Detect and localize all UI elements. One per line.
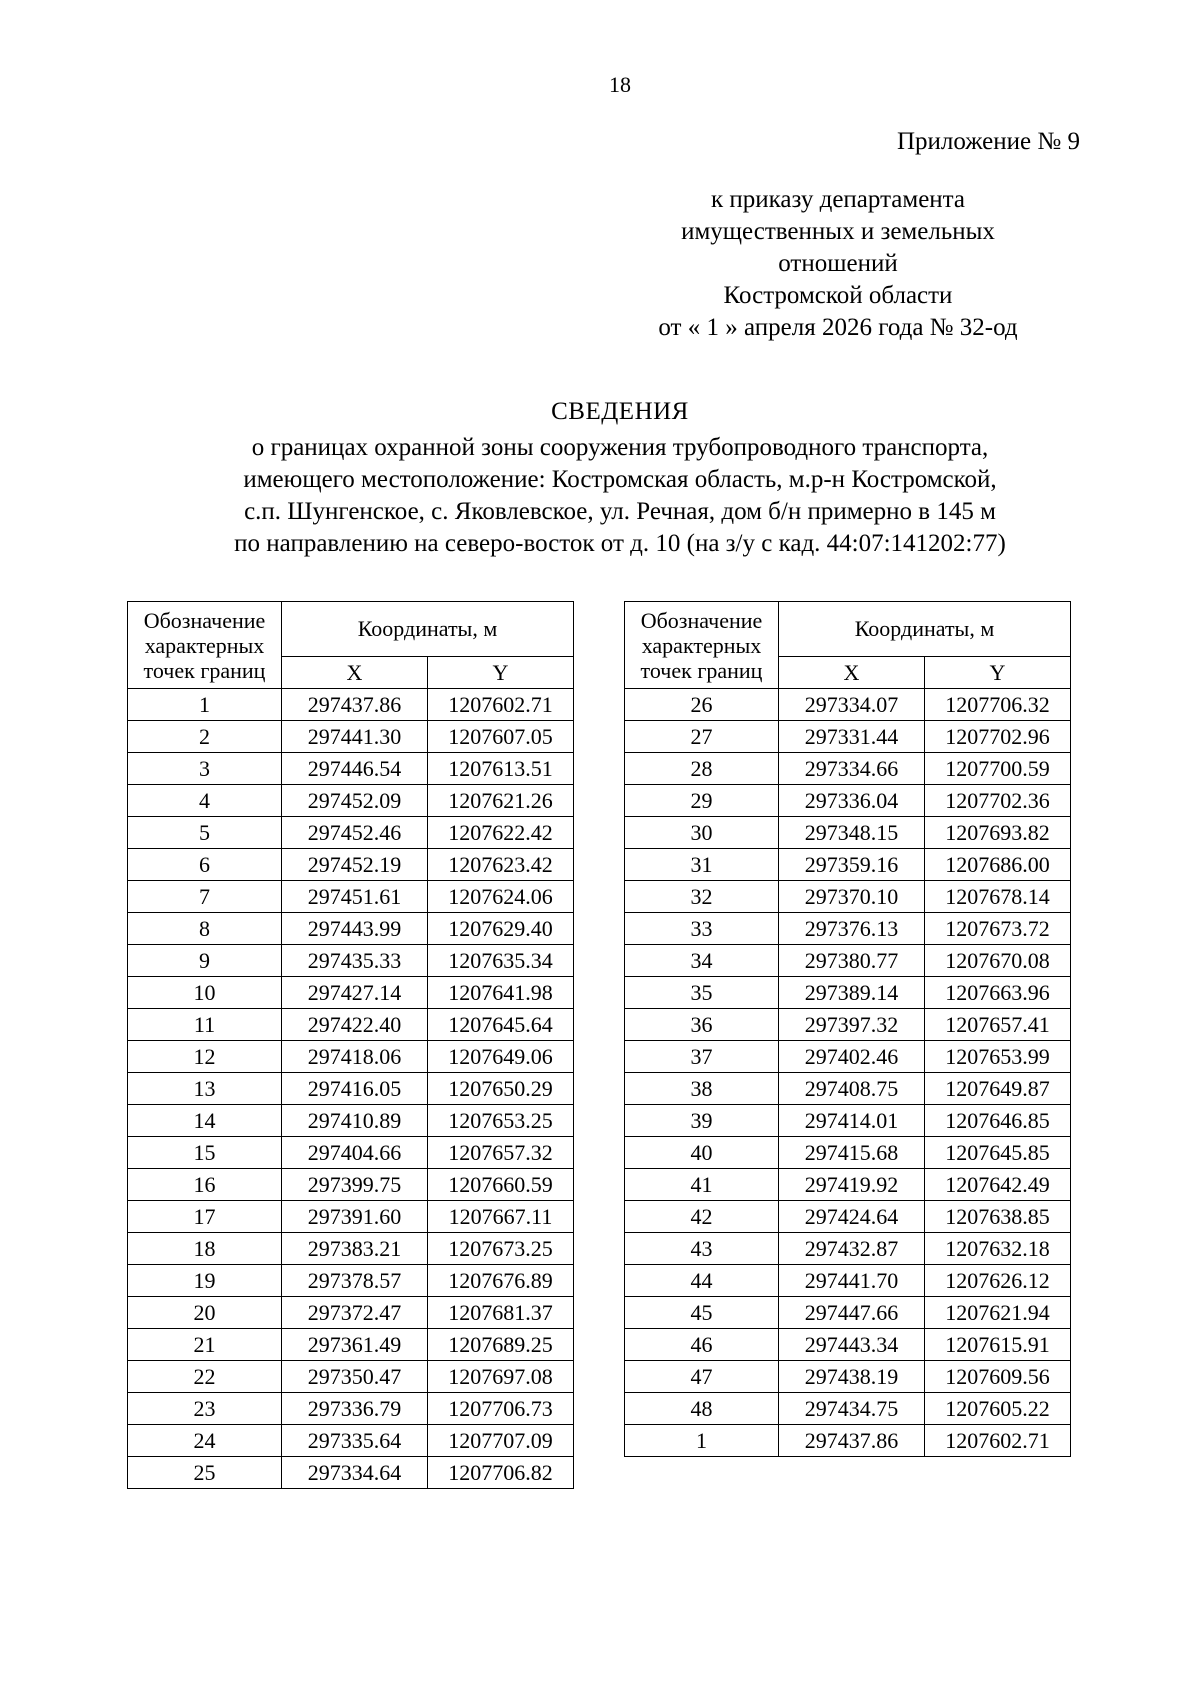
table-row [625,1361,1071,1393]
table-row [625,881,1071,913]
y-cell: 1207638.85 [925,1201,1071,1233]
point-cell: 7 [128,881,282,913]
point-cell: 4 [128,785,282,817]
x-cell: 297408.75 [779,1073,925,1105]
table-row [625,1425,1071,1457]
table-row [128,1041,574,1073]
table-row [128,785,574,817]
table-row [625,1201,1071,1233]
y-cell: 1207642.49 [925,1169,1071,1201]
point-cell: 43 [625,1233,779,1265]
page-number: 18 [609,72,631,97]
x-cell: 297432.87 [779,1233,925,1265]
table-row [625,1297,1071,1329]
y-cell: 1207615.91 [925,1329,1071,1361]
table-row [128,689,574,721]
point-cell: 30 [625,817,779,849]
table-row [128,1137,574,1169]
header-line: точек границ [640,657,763,683]
table-row [625,817,1071,849]
x-cell: 297452.09 [282,785,428,817]
y-cell: 1207673.25 [428,1233,574,1265]
table-row [625,785,1071,817]
order-line: имущественных и земельных [681,218,995,245]
y-cell: 1207626.12 [925,1265,1071,1297]
point-cell: 15 [128,1137,282,1169]
table-row [128,1009,574,1041]
x-cell: 297416.05 [282,1073,428,1105]
x-cell: 297376.13 [779,913,925,945]
y-cell: 1207649.06 [428,1041,574,1073]
x-cell: 297443.34 [779,1329,925,1361]
x-cell: 297334.64 [282,1457,428,1489]
x-cell: 297397.32 [779,1009,925,1041]
y-cell: 1207649.87 [925,1073,1071,1105]
table-row [128,881,574,913]
y-column-header: Y [925,657,1071,689]
coordinates-header: Координаты, м [779,602,1071,657]
point-cell: 12 [128,1041,282,1073]
x-cell: 297410.89 [282,1105,428,1137]
table-row [128,1265,574,1297]
point-cell: 16 [128,1169,282,1201]
y-cell: 1207673.72 [925,913,1071,945]
x-cell: 297447.66 [779,1297,925,1329]
y-cell: 1207653.25 [428,1105,574,1137]
table-row [128,1425,574,1457]
header-line: Обозначение [143,607,266,633]
table-row [128,945,574,977]
y-cell: 1207689.25 [428,1329,574,1361]
y-cell: 1207632.18 [925,1233,1071,1265]
y-cell: 1207607.05 [428,721,574,753]
table-row [128,1297,574,1329]
y-cell: 1207646.85 [925,1105,1071,1137]
order-line: от « 1 » апреля 2026 года № 32-од [658,314,1018,341]
x-cell: 297383.21 [282,1233,428,1265]
header-line: характерных [144,632,265,658]
point-cell: 26 [625,689,779,721]
x-cell: 297437.86 [779,1425,925,1457]
point-cell: 33 [625,913,779,945]
y-cell: 1207602.71 [428,689,574,721]
x-cell: 297336.04 [779,785,925,817]
point-cell: 8 [128,913,282,945]
x-cell: 297451.61 [282,881,428,913]
table-row [625,849,1071,881]
y-cell: 1207624.06 [428,881,574,913]
point-cell: 17 [128,1201,282,1233]
point-cell: 40 [625,1137,779,1169]
x-cell: 297404.66 [282,1137,428,1169]
point-cell: 19 [128,1265,282,1297]
x-cell: 297372.47 [282,1297,428,1329]
table-row [128,1105,574,1137]
y-cell: 1207622.42 [428,817,574,849]
table-row [128,721,574,753]
coordinates-header: Координаты, м [282,602,574,657]
y-cell: 1207663.96 [925,977,1071,1009]
x-cell: 297334.07 [779,689,925,721]
header-line: характерных [641,632,762,658]
x-cell: 297370.10 [779,881,925,913]
order-line: Костромской области [723,282,953,309]
table-row [128,1233,574,1265]
table-row [128,1073,574,1105]
document-title: СВЕДЕНИЯ [551,398,689,425]
point-cell: 18 [128,1233,282,1265]
y-cell: 1207629.40 [428,913,574,945]
table-body [128,689,574,1489]
point-cell: 1 [128,689,282,721]
order-line: к приказу департамента [710,186,966,213]
table-row [625,1169,1071,1201]
y-cell: 1207645.64 [428,1009,574,1041]
header-line: точек границ [143,657,266,683]
x-cell: 297424.64 [779,1201,925,1233]
point-cell: 38 [625,1073,779,1105]
x-cell: 297378.57 [282,1265,428,1297]
x-cell: 297438.19 [779,1361,925,1393]
x-column-header: X [779,657,925,689]
table-row [128,849,574,881]
x-cell: 297446.54 [282,753,428,785]
document-subtitle [150,432,1090,560]
x-cell: 297331.44 [779,721,925,753]
x-cell: 297380.77 [779,945,925,977]
y-cell: 1207645.85 [925,1137,1071,1169]
order-line: отношений [778,250,898,277]
point-cell: 28 [625,753,779,785]
point-cell: 22 [128,1361,282,1393]
x-cell: 297348.15 [779,817,925,849]
table-row [625,1329,1071,1361]
point-cell: 14 [128,1105,282,1137]
table-row [128,977,574,1009]
point-cell: 24 [128,1425,282,1457]
x-cell: 297391.60 [282,1201,428,1233]
y-cell: 1207621.94 [925,1297,1071,1329]
x-cell: 297415.68 [779,1137,925,1169]
table-row [625,689,1071,721]
point-cell: 37 [625,1041,779,1073]
y-cell: 1207641.98 [428,977,574,1009]
table-row [128,1201,574,1233]
x-cell: 297422.40 [282,1009,428,1041]
table-row [625,1073,1071,1105]
table-row [625,721,1071,753]
table-row [625,1009,1071,1041]
point-cell: 10 [128,977,282,1009]
point-cell: 6 [128,849,282,881]
table-row [128,1361,574,1393]
x-cell: 297427.14 [282,977,428,1009]
point-cell: 32 [625,881,779,913]
x-cell: 297399.75 [282,1169,428,1201]
point-cell: 34 [625,945,779,977]
x-cell: 297335.64 [282,1425,428,1457]
table-row [625,753,1071,785]
table-row [128,753,574,785]
x-cell: 297452.19 [282,849,428,881]
point-cell: 13 [128,1073,282,1105]
point-cell: 48 [625,1393,779,1425]
point-cell: 23 [128,1393,282,1425]
x-cell: 297419.92 [779,1169,925,1201]
y-cell: 1207605.22 [925,1393,1071,1425]
y-cell: 1207706.73 [428,1393,574,1425]
y-cell: 1207602.71 [925,1425,1071,1457]
x-cell: 297334.66 [779,753,925,785]
y-cell: 1207697.08 [428,1361,574,1393]
table-row [625,1041,1071,1073]
y-cell: 1207667.11 [428,1201,574,1233]
x-cell: 297336.79 [282,1393,428,1425]
table-row [625,945,1071,977]
y-cell: 1207706.32 [925,689,1071,721]
y-cell: 1207693.82 [925,817,1071,849]
header-line: Обозначение [640,607,763,633]
coordinates-table-left [127,601,574,1489]
y-cell: 1207686.00 [925,849,1071,881]
x-cell: 297350.47 [282,1361,428,1393]
y-cell: 1207635.34 [428,945,574,977]
y-column-header: Y [428,657,574,689]
y-cell: 1207650.29 [428,1073,574,1105]
subtitle-line: о границах охранной зоны сооружения трубопроводного транспорта, [251,434,989,461]
x-column-header: X [282,657,428,689]
point-cell: 36 [625,1009,779,1041]
x-cell: 297443.99 [282,913,428,945]
table-body [625,689,1071,1457]
y-cell: 1207681.37 [428,1297,574,1329]
table-row [625,1137,1071,1169]
point-cell: 39 [625,1105,779,1137]
point-column-header [128,602,282,689]
subtitle-line: с.п. Шунгенское, с. Яковлевское, ул. Речная, дом б/н примерно в 145 м [244,498,996,525]
x-cell: 297441.70 [779,1265,925,1297]
y-cell: 1207657.32 [428,1137,574,1169]
point-cell: 5 [128,817,282,849]
y-cell: 1207621.26 [428,785,574,817]
table-row [128,1169,574,1201]
point-cell: 44 [625,1265,779,1297]
y-cell: 1207702.96 [925,721,1071,753]
point-column-header [625,602,779,689]
subtitle-line: по направлению на северо-восток от д. 10 (на з/у с кад. 44:07:141202:77) [234,530,1006,557]
point-cell: 29 [625,785,779,817]
y-cell: 1207657.41 [925,1009,1071,1041]
y-cell: 1207702.36 [925,785,1071,817]
y-cell: 1207670.08 [925,945,1071,977]
subtitle-line: имеющего местоположение: Костромская область, м.р-н Костромской, [243,466,997,493]
x-cell: 297435.33 [282,945,428,977]
table-row [128,1393,574,1425]
point-cell: 41 [625,1169,779,1201]
point-cell: 31 [625,849,779,881]
y-cell: 1207700.59 [925,753,1071,785]
table-row [128,817,574,849]
point-cell: 42 [625,1201,779,1233]
x-cell: 297361.49 [282,1329,428,1361]
point-cell: 46 [625,1329,779,1361]
table-row [625,1393,1071,1425]
table-row [128,1329,574,1361]
x-cell: 297359.16 [779,849,925,881]
order-reference [608,184,1068,344]
x-cell: 297402.46 [779,1041,925,1073]
x-cell: 297418.06 [282,1041,428,1073]
point-cell: 47 [625,1361,779,1393]
y-cell: 1207676.89 [428,1265,574,1297]
y-cell: 1207613.51 [428,753,574,785]
x-cell: 297414.01 [779,1105,925,1137]
point-cell: 20 [128,1297,282,1329]
table-row [625,1105,1071,1137]
point-cell: 11 [128,1009,282,1041]
point-cell: 35 [625,977,779,1009]
point-cell: 27 [625,721,779,753]
appendix-title: Приложение № 9 [896,128,1080,155]
x-cell: 297437.86 [282,689,428,721]
point-cell: 21 [128,1329,282,1361]
point-cell: 9 [128,945,282,977]
point-cell: 45 [625,1297,779,1329]
table-row [625,1233,1071,1265]
table-row [128,913,574,945]
x-cell: 297389.14 [779,977,925,1009]
y-cell: 1207623.42 [428,849,574,881]
table-row [128,1457,574,1489]
coordinates-table-right [624,601,1071,1457]
point-cell: 1 [625,1425,779,1457]
y-cell: 1207609.56 [925,1361,1071,1393]
y-cell: 1207678.14 [925,881,1071,913]
x-cell: 297434.75 [779,1393,925,1425]
point-cell: 25 [128,1457,282,1489]
table-row [625,977,1071,1009]
y-cell: 1207706.82 [428,1457,574,1489]
y-cell: 1207660.59 [428,1169,574,1201]
point-cell: 3 [128,753,282,785]
y-cell: 1207653.99 [925,1041,1071,1073]
y-cell: 1207707.09 [428,1425,574,1457]
table-row [625,1265,1071,1297]
x-cell: 297441.30 [282,721,428,753]
table-row [625,913,1071,945]
x-cell: 297452.46 [282,817,428,849]
point-cell: 2 [128,721,282,753]
